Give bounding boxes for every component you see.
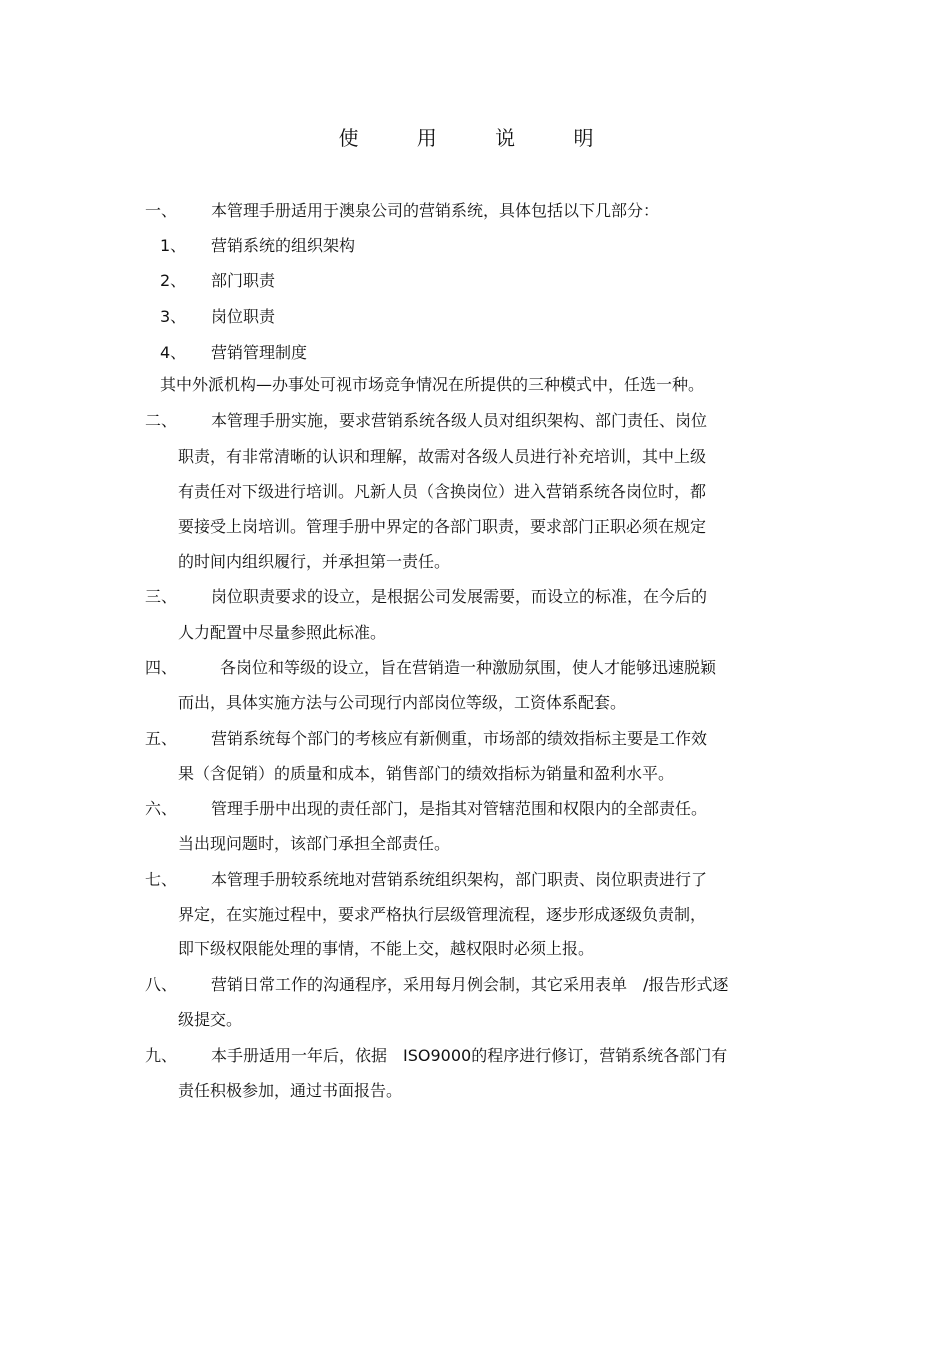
section-6-line-1: 管理手册中出现的责任部门，是指其对管辖范围和权限内的全部责任。 <box>211 799 708 818</box>
section-2-line-3: 有责任对下级进行培训。凡新人员（含换岗位）进入营销系统各岗位时，都 <box>178 482 707 501</box>
section-1-marker: 一、 <box>145 201 178 220</box>
section-4-line-1: 各岗位和等级的设立，旨在营销造一种激励氛围，使人才能够迅速脱颖 <box>220 658 717 677</box>
section-5-marker: 五、 <box>145 729 178 748</box>
section-2-line-1: 本管理手册实施，要求营销系统各级人员对组织架构、部门责任、岗位 <box>211 411 708 430</box>
section-5-line-1: 营销系统每个部门的考核应有新侧重，市场部的绩效指标主要是工作效 <box>211 729 708 748</box>
section-7-line-3: 即下级权限能处理的事情，不能上交，越权限时必须上报。 <box>178 939 595 958</box>
section-9-line-2: 责任积极参加，通过书面报告。 <box>178 1081 403 1100</box>
sub-item-4-text: 营销管理制度 <box>211 343 308 362</box>
section-3-line-1: 岗位职责要求的设立，是根据公司发展需要，而设立的标准，在今后的 <box>211 587 708 606</box>
page-title: 使 用 说 明 <box>338 126 620 150</box>
section-7-marker: 七、 <box>145 870 178 889</box>
section-2-line-4: 要接受上岗培训。管理手册中界定的各部门职责，要求部门正职必须在规定 <box>178 517 707 536</box>
sub-item-1-marker: 1、 <box>160 236 187 255</box>
section-1-line-1: 本管理手册适用于澳泉公司的营销系统，具体包括以下几部分： <box>211 201 660 220</box>
note-line: 其中外派机构—办事处可视市场竞争情况在所提供的三种模式中，任选一种。 <box>160 375 705 394</box>
sub-item-4-marker: 4、 <box>160 343 187 362</box>
section-8-line-1: 营销日常工作的沟通程序，采用每月例会制，其它采用表单 /报告形式逐 <box>211 975 729 994</box>
section-8-marker: 八、 <box>145 975 178 994</box>
section-5-line-2: 果（含促销）的质量和成本，销售部门的绩效指标为销量和盈利水平。 <box>178 764 675 783</box>
section-2-line-2: 职责，有非常清晰的认识和理解，故需对各级人员进行补充培训，其中上级 <box>178 447 707 466</box>
section-6-line-2: 当出现问题时，该部门承担全部责任。 <box>178 834 451 853</box>
sub-item-1-text: 营销系统的组织架构 <box>211 236 356 255</box>
sub-item-3-text: 岗位职责 <box>211 307 276 326</box>
section-7-line-1: 本管理手册较系统地对营销系统组织架构，部门职责、岗位职责进行了 <box>211 870 708 889</box>
sub-item-2-text: 部门职责 <box>211 271 276 290</box>
section-9-marker: 九、 <box>145 1046 178 1065</box>
section-3-marker: 三、 <box>145 587 178 606</box>
section-8-line-2: 级提交。 <box>178 1010 243 1029</box>
section-7-line-2: 界定，在实施过程中，要求严格执行层级管理流程，逐步形成逐级负责制， <box>178 905 707 924</box>
sub-item-2-marker: 2、 <box>160 271 187 290</box>
section-4-line-2: 而出，具体实施方法与公司现行内部岗位等级，工资体系配套。 <box>178 693 627 712</box>
section-9-line-1: 本手册适用一年后，依据 ISO9000的程序进行修订，营销系统各部门有 <box>211 1046 728 1065</box>
sub-item-3-marker: 3、 <box>160 307 187 326</box>
section-4-marker: 四、 <box>145 658 178 677</box>
section-6-marker: 六、 <box>145 799 178 818</box>
section-2-line-5: 的时间内组织履行，并承担第一责任。 <box>178 552 451 571</box>
section-2-marker: 二、 <box>145 411 178 430</box>
section-3-line-2: 人力配置中尽量参照此标准。 <box>178 623 387 642</box>
